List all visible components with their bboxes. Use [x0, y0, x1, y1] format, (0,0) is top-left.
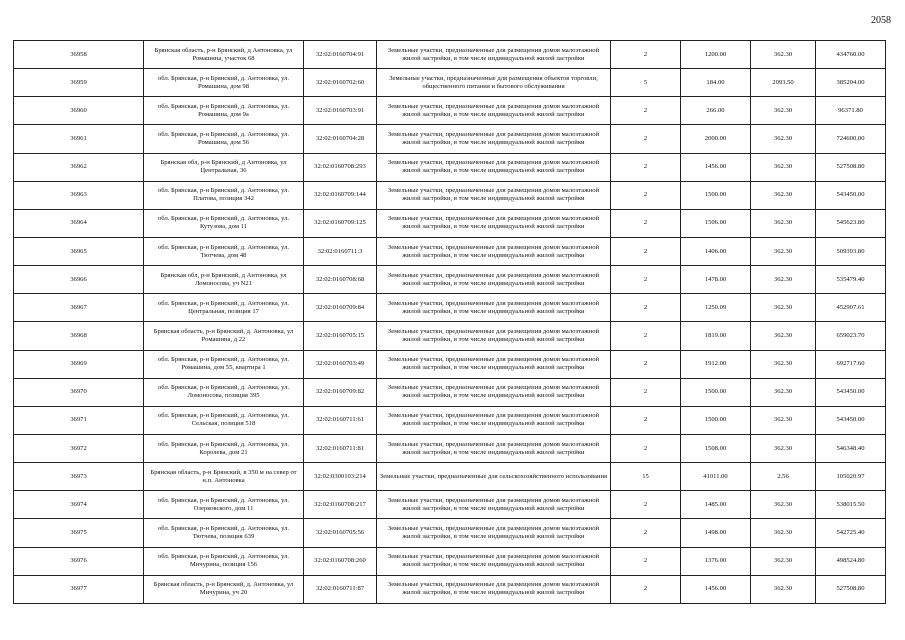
cadastral-value-cell: 385204.00	[816, 69, 886, 97]
group-code-cell: 2	[611, 434, 681, 462]
cadastral-number-cell: 32:02:0160705:56	[304, 519, 377, 547]
address-cell: обл. Брянская, р-н Брянский, д. Антоновка, ул. Ромашина, дом 98	[144, 69, 304, 97]
land-use-type-cell: Земельные участки, предназначенные для размещения домов малоэтажной жилой застройки, в том числе индивидуальной жилой застройки	[377, 547, 611, 575]
cadastral-number-cell: 32:02:0160703:49	[304, 350, 377, 378]
area-cell: 1376.00	[681, 547, 751, 575]
land-use-type-cell: Земельные участки, предназначенные для размещения домов малоэтажной жилой застройки, в том числе индивидуальной жилой застройки	[377, 294, 611, 322]
address-cell: обл. Брянская, р-н Брянский, д. Антоновка, ул. Тютчева, позиция 639	[144, 519, 304, 547]
table-row	[14, 491, 886, 519]
cadastral-value-cell: 434760.00	[816, 41, 886, 69]
address-cell: обл. Брянская, р-н Брянский, д. Антоновка, ул. Ломоносова, позиция 395	[144, 378, 304, 406]
group-code-cell: 15	[611, 463, 681, 491]
area-cell: 1478.00	[681, 266, 751, 294]
area-cell: 41011.00	[681, 463, 751, 491]
address-cell: Брянская область, р-н Брянский, д. Антоновка, ул Мичурина, уч 20	[144, 575, 304, 603]
area-cell: 1500.00	[681, 181, 751, 209]
table-row	[14, 406, 886, 434]
land-use-type-cell: Земельные участки, предназначенные для размещения домов малоэтажной жилой застройки, в том числе индивидуальной жилой застройки	[377, 97, 611, 125]
record-number-cell: 36971	[14, 406, 144, 434]
specific-value-cell: 362.30	[751, 322, 816, 350]
page-number: 2058	[871, 15, 891, 26]
cadastral-value-cell: 498524.80	[816, 547, 886, 575]
land-use-type-cell: Земельные участки, предназначенные для размещения домов малоэтажной жилой застройки, в том числе индивидуальной жилой застройки	[377, 575, 611, 603]
cadastral-number-cell: 32:02:0160703:91	[304, 97, 377, 125]
record-number-cell: 36958	[14, 41, 144, 69]
specific-value-cell: 362.30	[751, 237, 816, 265]
record-number-cell: 36960	[14, 97, 144, 125]
group-code-cell: 2	[611, 181, 681, 209]
address-cell: обл. Брянская, р-н Брянский, д. Антоновка, ул. Кутузова, дом 11	[144, 209, 304, 237]
record-number-cell: 36974	[14, 491, 144, 519]
group-code-cell: 2	[611, 41, 681, 69]
specific-value-cell: 362.30	[751, 575, 816, 603]
specific-value-cell: 362.30	[751, 519, 816, 547]
land-use-type-cell: Земельные участки, предназначенные для размещения домов малоэтажной жилой застройки, в том числе индивидуальной жилой застройки	[377, 491, 611, 519]
specific-value-cell: 362.30	[751, 181, 816, 209]
address-cell: обл. Брянская, р-н Брянский, д. Антоновка, ул. Сельская, позиция 518	[144, 406, 304, 434]
record-number-cell: 36977	[14, 575, 144, 603]
table-row	[14, 209, 886, 237]
specific-value-cell: 362.30	[751, 125, 816, 153]
cadastral-value-cell: 545623.80	[816, 209, 886, 237]
land-use-type-cell: Земельные участки, предназначенные для размещения домов малоэтажной жилой застройки, в том числе индивидуальной жилой застройки	[377, 125, 611, 153]
table-row	[14, 97, 886, 125]
group-code-cell: 5	[611, 69, 681, 97]
table-row	[14, 547, 886, 575]
address-cell: Брянская обл, р-н Брянский, д Антоновка, ул Ломоносова, уч N21	[144, 266, 304, 294]
area-cell: 1250.09	[681, 294, 751, 322]
address-cell: Брянская область, р-н Брянский, д. Антоновка, ул Ромашина, д 22	[144, 322, 304, 350]
table-row	[14, 125, 886, 153]
address-cell: обл. Брянская, р-н Брянский, д. Антоновка, ул. Платова, позиция 342	[144, 181, 304, 209]
specific-value-cell: 362.30	[751, 350, 816, 378]
address-cell: Брянская обл, р-н Брянский, д Антоновка, ул Центральная, 36	[144, 153, 304, 181]
table-row	[14, 153, 886, 181]
area-cell: 1498.00	[681, 519, 751, 547]
group-code-cell: 2	[611, 350, 681, 378]
cadastral-number-cell: 32:02:0160711:3	[304, 237, 377, 265]
specific-value-cell: 362.30	[751, 491, 816, 519]
record-number-cell: 36965	[14, 237, 144, 265]
area-cell: 2000.00	[681, 125, 751, 153]
table-row	[14, 434, 886, 462]
area-cell: 1406.00	[681, 237, 751, 265]
cadastral-number-cell: 32:02:0160709:144	[304, 181, 377, 209]
cadastral-number-cell: 32:02:0160704:28	[304, 125, 377, 153]
group-code-cell: 2	[611, 209, 681, 237]
area-cell: 1506.00	[681, 209, 751, 237]
land-use-type-cell: Земельные участки, предназначенные для размещения домов малоэтажной жилой застройки, в том числе индивидуальной жилой застройки	[377, 519, 611, 547]
cadastral-number-cell: 32:02:0160702:60	[304, 69, 377, 97]
specific-value-cell: 2093.50	[751, 69, 816, 97]
cadastral-value-cell: 527508.80	[816, 153, 886, 181]
cadastral-number-cell: 32:02:0160711:87	[304, 575, 377, 603]
cadastral-value-cell: 452907.61	[816, 294, 886, 322]
specific-value-cell: 362.30	[751, 547, 816, 575]
area-cell: 1456.00	[681, 153, 751, 181]
cadastral-number-cell: 32:02:0160709:84	[304, 294, 377, 322]
area-cell: 1912.00	[681, 350, 751, 378]
cadastral-value-cell: 543450.00	[816, 378, 886, 406]
table-row	[14, 378, 886, 406]
land-use-type-cell: Земельные участки, предназначенные для размещения домов малоэтажной жилой застройки, в том числе индивидуальной жилой застройки	[377, 209, 611, 237]
address-cell: обл. Брянская, р-н Брянский, д. Антоновка, ул. Королева, дом 21	[144, 434, 304, 462]
group-code-cell: 2	[611, 519, 681, 547]
area-cell: 1819.00	[681, 322, 751, 350]
table-row	[14, 41, 886, 69]
group-code-cell: 2	[611, 575, 681, 603]
record-number-cell: 36962	[14, 153, 144, 181]
address-cell: обл. Брянская, р-н Брянский, д. Антоновка, ул. Озерковского, дом 11	[144, 491, 304, 519]
specific-value-cell: 362.30	[751, 97, 816, 125]
record-number-cell: 36966	[14, 266, 144, 294]
land-use-type-cell: Земельные участки, предназначенные для размещения домов малоэтажной жилой застройки, в том числе индивидуальной жилой застройки	[377, 378, 611, 406]
cadastral-value-cell: 105020.97	[816, 463, 886, 491]
record-number-cell: 36964	[14, 209, 144, 237]
address-cell: обл. Брянская, р-н Брянский, д. Антоновка, ул. Центральная, позиция 17	[144, 294, 304, 322]
cadastral-value-cell: 542725.40	[816, 519, 886, 547]
area-cell: 1456.00	[681, 575, 751, 603]
cadastral-number-cell: 32:02:0160708:68	[304, 266, 377, 294]
table-row	[14, 181, 886, 209]
record-number-cell: 36968	[14, 322, 144, 350]
cadastral-value-table	[13, 40, 886, 604]
cadastral-value-cell: 527508.80	[816, 575, 886, 603]
cadastral-number-cell: 32:02:0160711:61	[304, 406, 377, 434]
area-cell: 1485.00	[681, 491, 751, 519]
record-number-cell: 36972	[14, 434, 144, 462]
record-number-cell: 36967	[14, 294, 144, 322]
cadastral-number-cell: 32:02:0160705:15	[304, 322, 377, 350]
cadastral-number-cell: 32:02:0160704:91	[304, 41, 377, 69]
group-code-cell: 2	[611, 378, 681, 406]
land-use-type-cell: Земельные участки, предназначенные для размещения домов малоэтажной жилой застройки, в том числе индивидуальной жилой застройки	[377, 406, 611, 434]
land-use-type-cell: Земельные участки, предназначенные для размещения домов малоэтажной жилой застройки, в том числе индивидуальной жилой застройки	[377, 41, 611, 69]
group-code-cell: 2	[611, 294, 681, 322]
land-use-type-cell: Земельные участки, предназначенные для сельскохозяйственного использования	[377, 463, 611, 491]
address-cell: обл. Брянская, р-н Брянский, д. Антоновка, ул. Мичурина, позиция 156	[144, 547, 304, 575]
cadastral-value-cell: 96371.80	[816, 97, 886, 125]
cadastral-value-cell: 724600.00	[816, 125, 886, 153]
group-code-cell: 2	[611, 547, 681, 575]
address-cell: обл. Брянская, р-н Брянский, д. Антоновка, ул. Ромашина, дом 56	[144, 125, 304, 153]
group-code-cell: 2	[611, 153, 681, 181]
record-number-cell: 36970	[14, 378, 144, 406]
cadastral-number-cell: 32:02:0160708:293	[304, 153, 377, 181]
table-row	[14, 575, 886, 603]
table-row	[14, 519, 886, 547]
land-use-type-cell: Земельные участки, предназначенные для размещения домов малоэтажной жилой застройки, в том числе индивидуальной жилой застройки	[377, 237, 611, 265]
specific-value-cell: 362.30	[751, 266, 816, 294]
cadastral-number-cell: 32:02:0160708:260	[304, 547, 377, 575]
cadastral-number-cell: 32:02:0160709:125	[304, 209, 377, 237]
record-number-cell: 36959	[14, 69, 144, 97]
group-code-cell: 2	[611, 406, 681, 434]
table-row	[14, 237, 886, 265]
area-cell: 1200.00	[681, 41, 751, 69]
land-use-type-cell: Земельные участки, предназначенные для размещения домов малоэтажной жилой застройки, в том числе индивидуальной жилой застройки	[377, 434, 611, 462]
table-row	[14, 266, 886, 294]
record-number-cell: 36976	[14, 547, 144, 575]
land-use-type-cell: Земельные участки, предназначенные для размещения объектов торговли, общественного питания и бытового обслуживания	[377, 69, 611, 97]
cadastral-value-cell: 509393.80	[816, 237, 886, 265]
cadastral-value-cell: 692717.60	[816, 350, 886, 378]
specific-value-cell: 362.30	[751, 209, 816, 237]
cadastral-number-cell: 32:02:0300103:214	[304, 463, 377, 491]
land-use-type-cell: Земельные участки, предназначенные для размещения домов малоэтажной жилой застройки, в том числе индивидуальной жилой застройки	[377, 181, 611, 209]
area-cell: 266.00	[681, 97, 751, 125]
record-number-cell: 36973	[14, 463, 144, 491]
cadastral-number-cell: 32:02:0160711:81	[304, 434, 377, 462]
area-cell: 184.00	[681, 69, 751, 97]
cadastral-value-cell: 535479.40	[816, 266, 886, 294]
cadastral-value-cell: 543450.00	[816, 181, 886, 209]
record-number-cell: 36961	[14, 125, 144, 153]
group-code-cell: 2	[611, 97, 681, 125]
land-use-type-cell: Земельные участки, предназначенные для размещения домов малоэтажной жилой застройки, в том числе индивидуальной жилой застройки	[377, 266, 611, 294]
address-cell: Брянская область, р-н Брянский, в 350 м на север от н.п. Антоновка	[144, 463, 304, 491]
record-number-cell: 36963	[14, 181, 144, 209]
table-row	[14, 69, 886, 97]
table-row	[14, 322, 886, 350]
specific-value-cell: 2.56	[751, 463, 816, 491]
address-cell: обл. Брянская, р-н Брянский, д. Антоновка, ул. Ромашина, дом 9а	[144, 97, 304, 125]
specific-value-cell: 362.30	[751, 434, 816, 462]
group-code-cell: 2	[611, 125, 681, 153]
group-code-cell: 2	[611, 322, 681, 350]
record-number-cell: 36969	[14, 350, 144, 378]
cadastral-number-cell: 32:02:0160709:82	[304, 378, 377, 406]
land-use-type-cell: Земельные участки, предназначенные для размещения домов малоэтажной жилой застройки, в том числе индивидуальной жилой застройки	[377, 153, 611, 181]
record-number-cell: 36975	[14, 519, 144, 547]
area-cell: 1500.00	[681, 406, 751, 434]
address-cell: обл. Брянская, р-н Брянский, д. Антоновка, ул. Тютчева, дом 48	[144, 237, 304, 265]
table-row	[14, 350, 886, 378]
cadastral-value-cell: 543450.00	[816, 406, 886, 434]
cadastral-value-cell: 659023.70	[816, 322, 886, 350]
table-row	[14, 463, 886, 491]
cadastral-number-cell: 32:02:0160708:217	[304, 491, 377, 519]
specific-value-cell: 362.30	[751, 378, 816, 406]
land-use-type-cell: Земельные участки, предназначенные для размещения домов малоэтажной жилой застройки, в том числе индивидуальной жилой застройки	[377, 350, 611, 378]
specific-value-cell: 362.30	[751, 41, 816, 69]
cadastral-value-cell: 546348.40	[816, 434, 886, 462]
group-code-cell: 2	[611, 237, 681, 265]
group-code-cell: 2	[611, 266, 681, 294]
area-cell: 1508.00	[681, 434, 751, 462]
cadastral-value-cell: 538015.50	[816, 491, 886, 519]
specific-value-cell: 362.30	[751, 406, 816, 434]
area-cell: 1500.00	[681, 378, 751, 406]
specific-value-cell: 362.30	[751, 153, 816, 181]
specific-value-cell: 362.30	[751, 294, 816, 322]
table-row	[14, 294, 886, 322]
land-use-type-cell: Земельные участки, предназначенные для размещения домов малоэтажной жилой застройки, в том числе индивидуальной жилой застройки	[377, 322, 611, 350]
address-cell: обл. Брянская, р-н Брянский, д. Антоновка, ул. Ромашина, дом 55, квартира 1	[144, 350, 304, 378]
address-cell: Брянская область, р-н Брянский, д Антоновка, ул Ромашина, участок 68	[144, 41, 304, 69]
group-code-cell: 2	[611, 491, 681, 519]
